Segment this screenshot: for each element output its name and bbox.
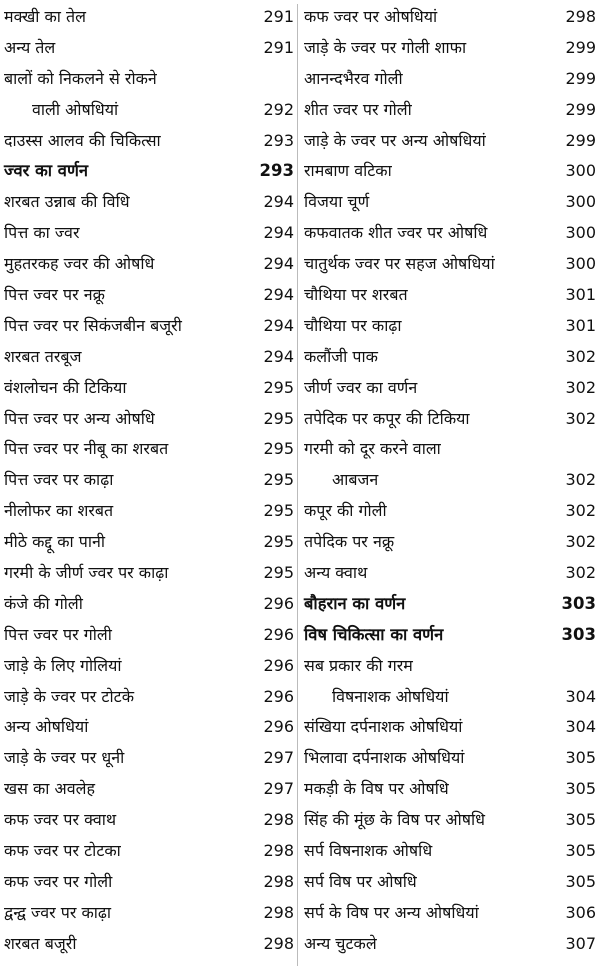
entry-title: पित्त ज्वर पर सिकंजबीन बजूरी [4,315,182,335]
entry-title: आबजन [332,470,379,490]
index-entry-row [4,373,294,404]
index-entry-row [304,156,596,187]
entry-title: गरमी के जीर्ण ज्वर पर काढ़ा [4,563,169,583]
entry-title: शरबत बजूरी [4,933,77,953]
entry-title: कलौंजी पाक [304,346,378,366]
index-entry-row [4,64,294,95]
entry-title: वंशलोचन की टिकिया [4,377,127,397]
index-entry-row [304,651,596,682]
page-number: 295 [263,501,294,521]
index-entry-row [304,311,596,342]
page-number: 302 [565,501,596,521]
page-number: 294 [263,192,294,212]
index-entry-row [304,218,596,249]
index-entry-row [4,898,294,929]
page-number: 300 [565,192,596,212]
index-entry-row [304,373,596,404]
entry-title: मुहतरकह ज्वर की ओषधि [4,254,155,274]
index-entry-row [304,898,596,929]
index-entry-row [4,249,294,280]
index-entry-row [4,558,294,589]
page-number: 295 [263,470,294,490]
page-number: 296 [263,686,294,706]
page-number: 299 [565,37,596,57]
page-number: 303 [561,593,596,613]
page-number: 302 [565,470,596,490]
index-entry-row [304,2,596,33]
entry-title: अन्य तेल [4,37,56,57]
entry-title: शीत ज्वर पर गोली [304,99,412,119]
page-number: 299 [565,99,596,119]
index-entry-row [4,620,294,651]
page-number: 298 [263,933,294,953]
entry-title: विषनाशक ओषधियां [332,686,449,706]
index-entry-row [4,280,294,311]
page-number: 299 [565,68,596,88]
entry-title: बौहरान का वर्णन [304,593,406,613]
entry-title: द्वन्द्व ज्वर पर काढ़ा [4,902,112,922]
entry-title: वाली ओषधियां [32,99,119,119]
page-number: 296 [263,593,294,613]
entry-title: जाड़े के लिए गोलियां [4,655,122,675]
page-number: 294 [263,346,294,366]
index-heading-row [304,620,596,651]
index-entry-row [304,280,596,311]
entry-title: जाड़े के ज्वर पर अन्य ओषधियां [304,130,486,150]
page-number: 305 [565,779,596,799]
page-number: 305 [565,748,596,768]
page-number: 292 [263,99,294,119]
page-number: 293 [259,161,294,181]
index-entry-row [304,64,596,95]
index-entry-row [304,712,596,743]
index-entry-row [304,434,596,465]
index-entry-row [304,404,596,435]
entry-title: चातुर्थक ज्वर पर सहज ओषधियां [304,254,495,274]
page-number: 298 [263,902,294,922]
index-entry-row [4,404,294,435]
index-entry-row [4,836,294,867]
index-entry-row [4,527,294,558]
index-entry-row [304,126,596,157]
page-number: 301 [565,285,596,305]
page-number: 294 [263,254,294,274]
entry-title: मकड़ी के विष पर ओषधि [304,779,449,799]
page-number: 304 [565,686,596,706]
index-entry-row [304,774,596,805]
index-entry-row [304,95,596,126]
right-column [304,2,596,960]
entry-title: पित्त ज्वर पर नक्रू [4,285,105,305]
entry-title: आनन्दभैरव गोली [304,68,403,88]
page-number: 297 [263,779,294,799]
entry-title: अन्य चुटकले [304,933,377,953]
entry-title: सिंह की मूंछ के विष पर ओषधि [304,810,485,830]
entry-title: कंजे की गोली [4,593,83,613]
entry-title: विष चिकित्सा का वर्णन [304,624,444,644]
index-entry-row [304,743,596,774]
entry-title: अन्य क्वाथ [304,563,368,583]
index-entry-row [4,218,294,249]
index-entry-row [304,33,596,64]
index-entry-row [4,126,294,157]
entry-title: दाउस्स आलव की चिकित्सा [4,130,161,150]
entry-title: शरबत तरबूज [4,346,82,366]
page-number: 299 [565,130,596,150]
page-number: 295 [263,408,294,428]
page-number: 302 [565,532,596,552]
page-number: 296 [263,624,294,644]
entry-title: गरमी को दूर करने वाला [304,439,441,459]
entry-title: कफवातक शीत ज्वर पर ओषधि [304,223,488,243]
page-number: 298 [263,871,294,891]
entry-title: संखिया दर्पनाशक ओषधियां [304,717,463,737]
page-number: 298 [565,7,596,26]
page-number: 302 [565,408,596,428]
page-number: 304 [565,717,596,737]
entry-title: पित्त ज्वर पर नीबू का शरबत [4,439,169,459]
index-entry-row [4,2,294,33]
page-number: 294 [263,285,294,305]
index-entry-row [4,651,294,682]
page-number: 303 [561,624,596,644]
page-number: 307 [565,933,596,953]
index-entry-row [4,929,294,960]
entry-title: जीर्ण ज्वर का वर्णन [304,377,418,397]
index-heading-row [304,589,596,620]
entry-title: बालों को निकलने से रोकने [4,68,157,88]
page-number: 294 [263,315,294,335]
entry-title: कफ ज्वर पर गोली [4,871,113,891]
index-entry-row [304,527,596,558]
page-number: 296 [263,717,294,737]
index-entry-row [304,465,596,496]
page-number: 297 [263,748,294,768]
entry-title: तपेदिक पर नक्रू [304,532,395,552]
index-entry-row [4,187,294,218]
index-entry-row [304,558,596,589]
page-number: 298 [263,841,294,861]
page-number: 295 [263,377,294,397]
page-number: 295 [263,563,294,583]
page-number: 291 [263,7,294,26]
index-entry-row [4,311,294,342]
index-entry-row [304,249,596,280]
entry-title: कफ ज्वर पर टोटका [4,841,121,861]
entry-title: कपूर की गोली [304,501,387,521]
page-number: 306 [565,902,596,922]
index-entry-row [4,342,294,373]
entry-title: जाड़े के ज्वर पर धूनी [4,748,125,768]
entry-title: अन्य ओषधियां [4,717,89,737]
entry-title: ज्वर का वर्णन [4,161,89,181]
page-number: 293 [263,130,294,150]
page-number: 300 [565,161,596,181]
entry-title: सर्प विषनाशक ओषधि [304,841,433,861]
page-number: 295 [263,439,294,459]
index-entry-row [4,465,294,496]
index-entry-row [4,589,294,620]
entry-title: मीठे कद्दू का पानी [4,532,105,552]
entry-title: चौथिया पर काढ़ा [304,315,402,335]
page-number: 295 [263,532,294,552]
page-number: 300 [565,223,596,243]
index-entry-row [4,867,294,898]
entry-title: नीलोफर का शरबत [4,501,114,521]
entry-title: जाड़े के ज्वर पर गोली शाफा [304,37,467,57]
entry-title: पित्त ज्वर पर गोली [4,624,112,644]
page-number: 302 [565,346,596,366]
entry-title: कफ ज्वर पर क्वाथ [4,810,117,830]
index-entry-row [4,434,294,465]
index-entry-row [4,496,294,527]
page-number: 301 [565,315,596,335]
page-number: 294 [263,223,294,243]
column-divider [297,4,298,966]
page-number: 305 [565,841,596,861]
index-entry-row [4,33,294,64]
page-number: 296 [263,655,294,675]
entry-title: खस का अवलेह [4,779,95,799]
index-entry-row [304,805,596,836]
page-number: 302 [565,563,596,583]
index-entry-row [4,774,294,805]
entry-title: सर्प के विष पर अन्य ओषधियां [304,902,479,922]
index-entry-row [304,836,596,867]
page-number: 302 [565,377,596,397]
page-number: 305 [565,810,596,830]
page-number: 300 [565,254,596,274]
index-entry-row [4,682,294,713]
index-heading-row [4,156,294,187]
index-entry-row [304,682,596,713]
entry-title: सब प्रकार की गरम [304,655,413,675]
entry-title: पित्त ज्वर पर काढ़ा [4,470,114,490]
entry-title: विजया चूर्ण [304,192,370,212]
entry-title: शरबत उन्नाब की विधि [4,192,130,212]
index-entry-row [4,743,294,774]
entry-title: कफ ज्वर पर ओषधियां [304,7,438,26]
index-entry-row [4,95,294,126]
entry-title: सर्प विष पर ओषधि [304,871,417,891]
index-entry-row [304,929,596,960]
index-entry-row [4,712,294,743]
entry-title: पित्त का ज्वर [4,223,80,243]
index-entry-row [4,805,294,836]
entry-title: मक्खी का तेल [4,7,86,26]
page-number: 298 [263,810,294,830]
page-number: 305 [565,871,596,891]
index-entry-row [304,187,596,218]
index-entry-row [304,867,596,898]
entry-title: रामबाण वटिका [304,161,392,181]
entry-title: पित्त ज्वर पर अन्य ओषधि [4,408,155,428]
index-entry-row [304,342,596,373]
entry-title: भिलावा दर्पनाशक ओषधियां [304,748,465,768]
entry-title: जाड़े के ज्वर पर टोटके [4,686,134,706]
index-entry-row [304,496,596,527]
entry-title: चौथिया पर शरबत [304,285,408,305]
left-column [4,2,294,960]
entry-title: तपेदिक पर कपूर की टिकिया [304,408,470,428]
page-number: 291 [263,37,294,57]
